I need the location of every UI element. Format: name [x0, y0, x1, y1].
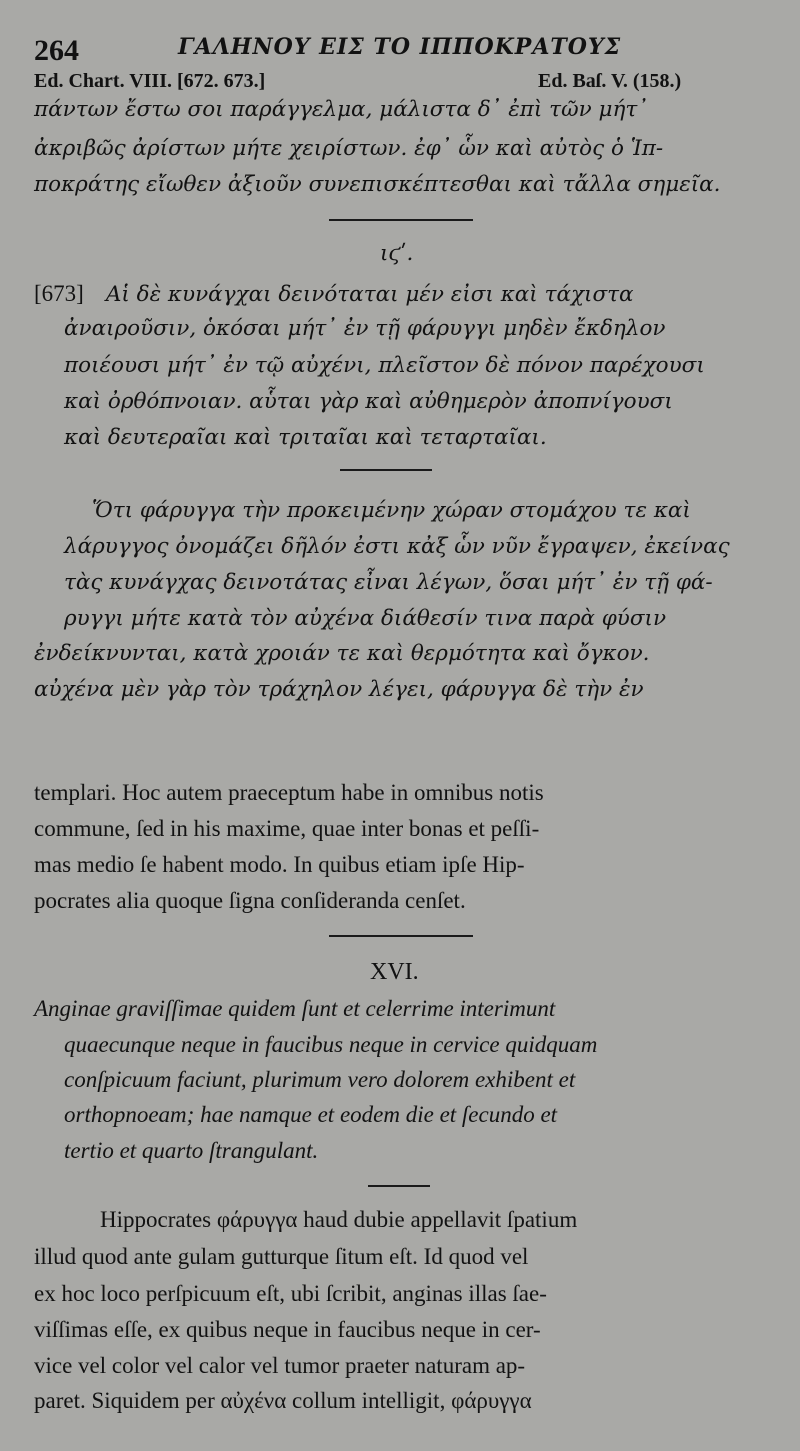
greek-section-number: ιϛʹ. — [380, 241, 414, 266]
greek-aphorism-line-1: [673] Αἱ δὲ κυνάγχαι δεινόταται μέν εἰσι καὶ τάχιστα — [34, 281, 634, 307]
latin-top-line-1: templari. Hoc autem praeceptum habe in omnibus notis — [34, 780, 544, 805]
greek-top-line-2: ἀκριβῶς ἀρίστων μήτε χειρίστων. ἐφ᾽ ὧν καὶ αὐτὸς ὁ Ἱπ- — [34, 136, 664, 161]
greek-aphorism-line-2: ἀναιροῦσιν, ὁκόσαι μήτ᾽ ἐν τῇ φάρυγγι μηδὲν ἔκδηλον — [64, 316, 666, 341]
greek-commentary-line-5: ἐνδείκνυνται, κατὰ χροιάν τε καὶ θερμότητα καὶ ὄγκον. — [34, 641, 650, 666]
latin-aphorism-line-5: tertio et quarto ſtrangulant. — [64, 1138, 319, 1163]
latin-top-line-3: mas medio ſe habent modo. In quibus etiam ipſe Hip- — [34, 852, 525, 877]
latin-commentary-line-4: viſſimas eſſe, ex quibus neque in faucibus neque in cer- — [34, 1317, 541, 1342]
divider-rule — [329, 219, 473, 221]
greek-top-line-3: ποκράτης εἴωθεν ἀξιοῦν συνεπισκέπτεσθαι καὶ τἄλλα σημεῖα. — [34, 172, 721, 197]
greek-commentary-line-2: λάρυγγος ὀνομάζει δῆλόν ἐστι κἀξ ὧν νῦν ἔγραψεν, ἐκείνας — [64, 534, 730, 559]
latin-commentary-line-1: Hippocrates φάρυγγα haud dubie appellavit ſpatium — [100, 1207, 578, 1232]
latin-commentary-line-6: paret. Siquidem per αὐχένα collum intelligit, φάρυγγα — [34, 1388, 532, 1413]
latin-top-line-4: pocrates alia quoque ſigna conſideranda cenſet. — [34, 888, 466, 913]
latin-aphorism-line-3: conſpicuum faciunt, plurimum vero dolorem exhibent et — [64, 1067, 576, 1092]
latin-aphorism-line-2: quaecunque neque in faucibus neque in cervice quidquam — [64, 1032, 598, 1057]
latin-top-line-2: commune, ſed in his maxime, quae inter bonas et peſſi- — [34, 816, 540, 841]
edition-right: Ed. Baſ. V. (158.) — [538, 70, 682, 92]
divider-rule — [368, 1185, 430, 1187]
page-marker: [673] — [34, 281, 84, 306]
running-title: ΓΑΛΗΝΟΥ ΕΙΣ ΤΟ ΙΠΠΟΚΡΑΤΟΥΣ — [178, 34, 622, 60]
divider-rule — [340, 469, 432, 471]
greek-aphorism-line-4: καὶ ὀρθόπνοιαν. αὗται γὰρ καὶ αὐθημερὸν ἀποπνίγουσι — [64, 389, 673, 414]
greek-top-line-1: πάντων ἔστω σοι παράγγελμα, μάλιστα δ᾽ ἐπὶ τῶν μήτ᾽ — [34, 97, 648, 122]
latin-section-number: XVI. — [370, 959, 419, 985]
divider-rule — [329, 935, 473, 937]
latin-commentary-line-3: ex hoc loco perſpicuum eſt, ubi ſcribit, anginas illas ſae- — [34, 1281, 547, 1306]
latin-aphorism-line-1: Anginae graviſſimae quidem ſunt et celerrime interimunt — [34, 996, 556, 1021]
latin-commentary-line-2: illud quod ante gulam gutturque ſitum eſt. Id quod vel — [34, 1244, 529, 1269]
latin-aphorism-line-4: orthopnoeam; hae namque et eodem die et ſecundo et — [64, 1102, 558, 1127]
edition-left: Ed. Chart. VIII. [672. 673.] — [34, 70, 266, 92]
page-number: 264 — [34, 34, 79, 67]
greek-commentary-line-1: Ὅτι φάρυγγα τὴν προκειμένην χώραν στομάχου τε καὶ — [92, 498, 691, 523]
greek-aphorism-line-3: ποιέουσι μήτ᾽ ἐν τῷ αὐχένι, πλεῖστον δὲ πόνον παρέχουσι — [64, 353, 705, 378]
greek-commentary-line-6: αὐχένα μὲν γὰρ τὸν τράχηλον λέγει, φάρυγγα δὲ τὴν ἐν — [34, 677, 644, 702]
latin-commentary-line-5: vice vel color vel calor vel tumor praeter naturam ap- — [34, 1353, 526, 1378]
greek-aphorism-line-5: καὶ δευτεραῖαι καὶ τριταῖαι καὶ τεταρταῖαι. — [64, 425, 547, 450]
greek-commentary-line-4: ρυγγι μήτε κατὰ τὸν αὐχένα διάθεσίν τινα παρὰ φύσιν — [64, 606, 667, 631]
greek-commentary-line-3: τὰς κυνάγχας δεινοτάτας εἶναι λέγων, ὅσαι μήτ᾽ ἐν τῇ φά- — [64, 570, 713, 595]
